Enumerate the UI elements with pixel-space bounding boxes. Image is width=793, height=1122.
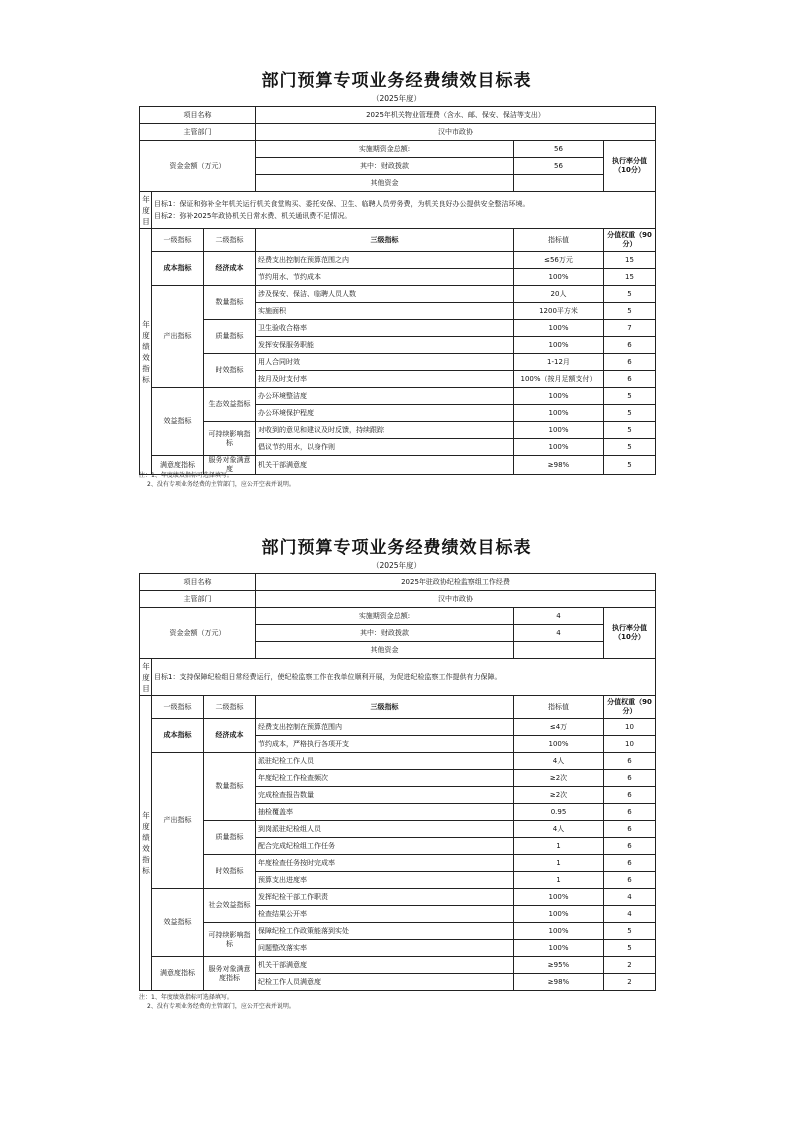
- weight-cell: 6: [604, 787, 656, 804]
- fund-label: 资金金额（万元）: [140, 608, 256, 659]
- fund-total-label: 实施期资金总额:: [256, 608, 514, 625]
- level2-cell: 可持续影响指标: [204, 422, 256, 456]
- weight-cell: 10: [604, 719, 656, 736]
- fund-total-label: 实施期资金总额:: [256, 141, 514, 158]
- header-level2: 二级指标: [204, 696, 256, 719]
- weight-cell: 6: [604, 872, 656, 889]
- level2-cell: 质量指标: [204, 320, 256, 354]
- level3-cell: 经费支出控制在预算范围之内: [256, 252, 514, 269]
- dept-name: 汉中市政协: [256, 124, 656, 141]
- weight-cell: 5: [604, 388, 656, 405]
- value-cell: 100%: [514, 889, 604, 906]
- level1-cell: 成本指标: [152, 719, 204, 753]
- weight-cell: 5: [604, 923, 656, 940]
- value-cell: 1: [514, 855, 604, 872]
- weight-cell: 5: [604, 303, 656, 320]
- level3-cell: 用人合同时效: [256, 354, 514, 371]
- level2-cell: 时效指标: [204, 354, 256, 388]
- level2-cell: 经济成本: [204, 719, 256, 753]
- fund-fiscal: 56: [514, 158, 604, 175]
- dept-label: 主管部门: [140, 124, 256, 141]
- weight-cell: 6: [604, 753, 656, 770]
- fund-other-label: 其他资金: [256, 642, 514, 659]
- value-cell: 100%: [514, 923, 604, 940]
- table-row: [140, 923, 656, 940]
- project-label: 项目名称: [140, 574, 256, 591]
- value-cell: 0.95: [514, 804, 604, 821]
- table-row: [140, 388, 656, 405]
- form-title: 部门预算专项业务经费绩效目标表: [261, 71, 532, 91]
- header-level3: 三级指标: [256, 229, 514, 252]
- goal-1: 目标1：支持保障纪检组日常经费运行，使纪检监察工作在我单位顺利开展，为促进纪检监察工作提供有力保障。: [154, 673, 502, 681]
- level3-cell: 年度检查任务按时完成率: [256, 855, 514, 872]
- level2-cell: 服务对象满意度指标: [204, 957, 256, 991]
- level3-cell: 按月及时支付率: [256, 371, 514, 388]
- level3-cell: 卫生验收合格率: [256, 320, 514, 337]
- level3-cell: 保障纪检工作政策能落到实处: [256, 923, 514, 940]
- level3-cell: 检查结果公开率: [256, 906, 514, 923]
- weight-cell: 6: [604, 821, 656, 838]
- level3-cell: 对收到的意见和建议及时反馈，持续跟踪: [256, 422, 514, 439]
- table-row: [140, 957, 656, 974]
- value-cell: ≥95%: [514, 957, 604, 974]
- table-row: [140, 855, 656, 872]
- table-row: [140, 422, 656, 439]
- level3-cell: 发挥纪检干部工作职责: [256, 889, 514, 906]
- level2-cell: 可持续影响指标: [204, 923, 256, 957]
- header-value: 指标值: [514, 229, 604, 252]
- level2-cell: 数量指标: [204, 286, 256, 320]
- weight-cell: 5: [604, 286, 656, 303]
- header-weight: 分值权重（90分）: [604, 229, 656, 252]
- level1-cell: 成本指标: [152, 252, 204, 286]
- level3-cell: 节约用水、节约成本: [256, 269, 514, 286]
- fund-fiscal-label: 其中：财政拨款: [256, 158, 514, 175]
- weight-cell: 5: [604, 439, 656, 456]
- level3-cell: 纪检工作人员满意度: [256, 974, 514, 991]
- value-cell: 100%: [514, 736, 604, 753]
- level3-cell: 办公环境整洁度: [256, 388, 514, 405]
- weight-cell: 6: [604, 354, 656, 371]
- value-cell: 100%: [514, 269, 604, 286]
- weight-cell: 15: [604, 252, 656, 269]
- level2-cell: 生态效益指标: [204, 388, 256, 422]
- form-year: （2025年度）: [371, 561, 422, 570]
- fund-total: 56: [514, 141, 604, 158]
- weight-cell: 4: [604, 906, 656, 923]
- value-cell: 4人: [514, 753, 604, 770]
- dept-name: 汉中市政协: [256, 591, 656, 608]
- weight-cell: 6: [604, 371, 656, 388]
- level3-cell: 机关干部满意度: [256, 957, 514, 974]
- level2-cell: 社会效益指标: [204, 889, 256, 923]
- value-cell: 100%: [514, 320, 604, 337]
- table-row: [140, 252, 656, 269]
- fund-label: 资金金额（万元）: [140, 141, 256, 192]
- value-cell: 100%: [514, 337, 604, 354]
- fund-fiscal: 4: [514, 625, 604, 642]
- table-row: [140, 889, 656, 906]
- table-row: [140, 753, 656, 770]
- weight-cell: 5: [604, 456, 656, 475]
- exec-rate-label: 执行率分值（10分）: [604, 141, 656, 192]
- goal-2: 目标2：弥补2025年政协机关日常水费、机关通讯费不足情况。: [154, 212, 352, 220]
- indicator-group-label: 年度绩效指标: [140, 229, 152, 475]
- level3-cell: 年度纪检工作检查频次: [256, 770, 514, 787]
- level3-cell: 到岗派驻纪检组人员: [256, 821, 514, 838]
- value-cell: 100%（按月足额支付）: [514, 371, 604, 388]
- budget-form-1: [0, 70, 793, 488]
- form-title: 部门预算专项业务经费绩效目标表: [261, 538, 532, 558]
- goal-1: 目标1：保证和弥补全年机关运行机关食堂购买、委托安保、卫生、临聘人员劳务费，为机关良好办公提供安全整洁环境。: [154, 200, 530, 208]
- weight-cell: 6: [604, 838, 656, 855]
- header-level1: 一级指标: [152, 229, 204, 252]
- fund-other-label: 其他资金: [256, 175, 514, 192]
- level3-cell: 预算支出进度率: [256, 872, 514, 889]
- header-value: 指标值: [514, 696, 604, 719]
- level3-cell: 配合完成纪检组工作任务: [256, 838, 514, 855]
- level1-cell: 满意度指标: [152, 957, 204, 991]
- level3-cell: 经费支出控制在预算范围内: [256, 719, 514, 736]
- level1-cell: 产出指标: [152, 753, 204, 889]
- table-row: [140, 286, 656, 303]
- weight-cell: 6: [604, 804, 656, 821]
- value-cell: ≥2次: [514, 787, 604, 804]
- weight-cell: 10: [604, 736, 656, 753]
- level3-cell: 倡议节约用水，以身作则: [256, 439, 514, 456]
- performance-table: [139, 573, 656, 991]
- dept-label: 主管部门: [140, 591, 256, 608]
- fund-other: [514, 642, 604, 659]
- value-cell: 1: [514, 838, 604, 855]
- value-cell: 100%: [514, 940, 604, 957]
- annual-goals: [152, 192, 656, 229]
- level3-cell: 涉及保安、保洁、临聘人员人数: [256, 286, 514, 303]
- performance-table: [139, 106, 656, 475]
- exec-rate-label: 执行率分值（10分）: [604, 608, 656, 659]
- weight-cell: 6: [604, 337, 656, 354]
- weight-cell: 4: [604, 889, 656, 906]
- table-row: [140, 719, 656, 736]
- level1-cell: 效益指标: [152, 388, 204, 456]
- level3-cell: 发挥安保服务职能: [256, 337, 514, 354]
- level3-cell: 机关干部满意度: [256, 456, 514, 475]
- level3-cell: 完成检查报告数量: [256, 787, 514, 804]
- level1-cell: 产出指标: [152, 286, 204, 388]
- annual-goal-label: 年度目: [140, 192, 152, 229]
- level2-cell: 时效指标: [204, 855, 256, 889]
- level1-cell: 满意度指标: [152, 456, 204, 475]
- level2-cell: 数量指标: [204, 753, 256, 821]
- level3-cell: 问题整改落实率: [256, 940, 514, 957]
- weight-cell: 5: [604, 405, 656, 422]
- budget-form-2: [0, 537, 793, 1010]
- fund-other: [514, 175, 604, 192]
- form-year: （2025年度）: [371, 94, 422, 103]
- value-cell: 1200平方米: [514, 303, 604, 320]
- level3-cell: 抽检覆盖率: [256, 804, 514, 821]
- value-cell: ≥2次: [514, 770, 604, 787]
- value-cell: ≤56万元: [514, 252, 604, 269]
- table-row: [140, 354, 656, 371]
- fund-fiscal-label: 其中：财政拨款: [256, 625, 514, 642]
- level3-cell: 派驻纪检工作人员: [256, 753, 514, 770]
- form-notes: [139, 993, 295, 1011]
- value-cell: 100%: [514, 388, 604, 405]
- level2-cell: 服务对象满意度: [204, 456, 256, 475]
- value-cell: 100%: [514, 422, 604, 439]
- project-label: 项目名称: [140, 107, 256, 124]
- level3-cell: 节约成本，严格执行各项开支: [256, 736, 514, 753]
- project-name: 2025年驻政协纪检监察组工作经费: [256, 574, 656, 591]
- note-1: 注：1、年度绩效指标可选择填写。: [139, 472, 233, 479]
- value-cell: 20人: [514, 286, 604, 303]
- weight-cell: 5: [604, 422, 656, 439]
- project-name: 2025年机关物业管理费（含水、邮、保安、保洁等支出）: [256, 107, 656, 124]
- value-cell: 1-12月: [514, 354, 604, 371]
- weight-cell: 2: [604, 957, 656, 974]
- weight-cell: 7: [604, 320, 656, 337]
- header-level3: 三级指标: [256, 696, 514, 719]
- value-cell: ≥98%: [514, 974, 604, 991]
- annual-goals: [152, 659, 656, 696]
- weight-cell: 6: [604, 855, 656, 872]
- value-cell: 100%: [514, 405, 604, 422]
- level2-cell: 经济成本: [204, 252, 256, 286]
- level2-cell: 质量指标: [204, 821, 256, 855]
- value-cell: 100%: [514, 906, 604, 923]
- value-cell: 100%: [514, 439, 604, 456]
- value-cell: ≤4万: [514, 719, 604, 736]
- value-cell: ≥98%: [514, 456, 604, 475]
- table-row: [140, 320, 656, 337]
- note-2: 2、没有专项业务经费的主管部门，应公开空表并说明。: [147, 481, 295, 488]
- header-level2: 二级指标: [204, 229, 256, 252]
- weight-cell: 6: [604, 770, 656, 787]
- header-weight: 分值权重（90分）: [604, 696, 656, 719]
- note-1: 注：1、年度绩效指标可选择填写。: [139, 994, 233, 1001]
- value-cell: 4人: [514, 821, 604, 838]
- fund-total: 4: [514, 608, 604, 625]
- table-row: [140, 821, 656, 838]
- weight-cell: 15: [604, 269, 656, 286]
- level1-cell: 效益指标: [152, 889, 204, 957]
- weight-cell: 2: [604, 974, 656, 991]
- form-notes: [139, 471, 295, 489]
- indicator-group-label: 年度绩效指标: [140, 696, 152, 991]
- value-cell: 1: [514, 872, 604, 889]
- note-2: 2、没有专项业务经费的主管部门，应公开空表并说明。: [147, 1003, 295, 1010]
- level3-cell: 实施面积: [256, 303, 514, 320]
- weight-cell: 5: [604, 940, 656, 957]
- annual-goal-label: 年度目: [140, 659, 152, 696]
- header-level1: 一级指标: [152, 696, 204, 719]
- level3-cell: 办公环境保护程度: [256, 405, 514, 422]
